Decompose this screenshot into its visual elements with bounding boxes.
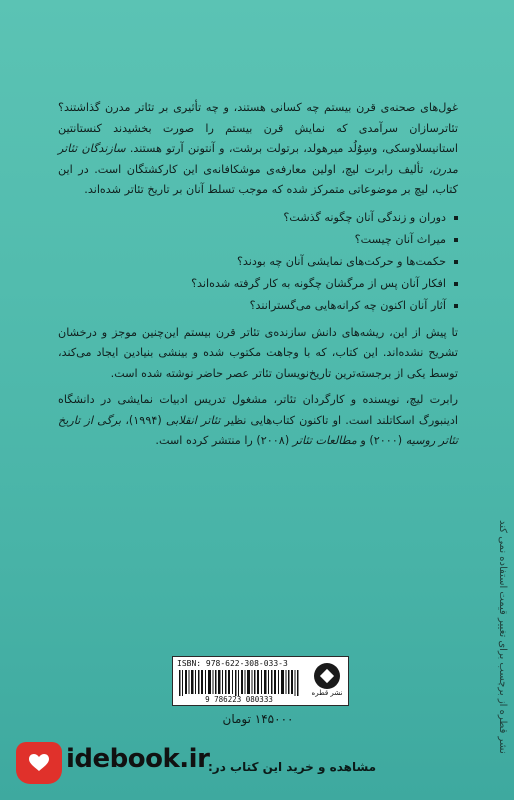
- watermark-logo[interactable]: [10, 736, 210, 790]
- watermark-brand: idebook.ir: [66, 744, 210, 774]
- isbn-text: ISBN: 978-622-308-033-3: [177, 659, 288, 668]
- work-year: (۱۹۹۴)،: [125, 413, 162, 427]
- watermark-text: مشاهده و خرید این کتاب در:: [208, 760, 377, 774]
- list-item: افکار آنان پس از مرگشان چگونه به کار گرفته شده‌اند؟: [58, 273, 458, 295]
- question-list: [58, 207, 458, 317]
- author-tail: (۲۰۰۸) را منتشر کرده است.: [155, 434, 290, 447]
- publisher-logo: [310, 663, 344, 699]
- intro-tail: تألیف رابرت لیچ، اولین معارفه‌ی موشکافانه‌ی این کارکشتگان است. در این کتاب، لیچ بر موضوعاتی متمرکز شده که موجب تسلط آنان بر تاریخ تئاتر شده‌اند.: [58, 162, 458, 196]
- price-label-note: نشر قطره از برچسب برای تغییر قیمت استفاده نمی کند: [497, 520, 508, 754]
- back-cover-text: [58, 98, 458, 458]
- barcode-digits: 9 786223 080333: [205, 695, 273, 704]
- list-item: حکمت‌ها و حرکت‌های نمایشی آنان چه بودند؟: [58, 251, 458, 273]
- publisher-name: نشر قطره: [311, 689, 343, 697]
- intro-text: غول‌های صحنه‌ی قرن بیستم چه کسانی هستند، و چه تأثیری بر تئاتر مدرن گذاشتند؟ تئاترسازان سرآمدی که نمایش قرن بیستم را صورت بخشیدند کنستانتین استانیسلاوسکی، وسِوُلُد میرهولد، برتولت برشت، و آنتونن آرتو هستند.: [58, 101, 459, 155]
- author-text: رابرت لیچ، نویسنده و کارگردان تئاتر، مشغول تدریس ادبیات نمایشی در دانشگاه ادینبورگ اسکاتلند است. او تاکنون کتاب‌هایی نظیر: [58, 393, 458, 427]
- work-year: (۲۰۰۰) و: [360, 434, 403, 447]
- idebook-badge-icon: [16, 742, 62, 784]
- work-title: مطالعات تئاتر: [292, 434, 357, 447]
- intro-paragraph: [58, 98, 458, 201]
- list-item: آثار آنان اکنون چه کرانه‌هایی می‌گسترانند؟: [58, 295, 458, 317]
- book-title: سازندگان تئاتر مدرن،: [58, 142, 458, 176]
- publisher-mark-icon: [314, 663, 340, 689]
- list-item: دوران و زندگی آنان چگونه گذشت؟: [58, 207, 458, 229]
- barcode-label: [172, 656, 349, 706]
- price: ۱۴۵۰۰۰ تومان: [222, 712, 294, 726]
- heart-icon: [29, 754, 49, 772]
- work-title: برگی از تاریخ تئاتر روسیه: [58, 413, 458, 447]
- barcode-icon: [179, 670, 299, 696]
- list-item: میراث آنان چیست؟: [58, 229, 458, 251]
- work-title: تئاتر انقلابی: [165, 413, 221, 427]
- author-paragraph: [58, 390, 458, 452]
- summary-paragraph: تا پیش از این، ریشه‌های دانش سازنده‌ی تئاتر قرن بیستم این‌چنین موجز و درخشان تشریح نشده‌اند. این کتاب، که با وجاهت مکتوب شده و بینشی بنیادین ایجاد می‌کند، توسط یکی از برجسته‌ترین تاریخ‌نویسان تئاتر عصر حاضر نوشته شده است.: [58, 325, 458, 380]
